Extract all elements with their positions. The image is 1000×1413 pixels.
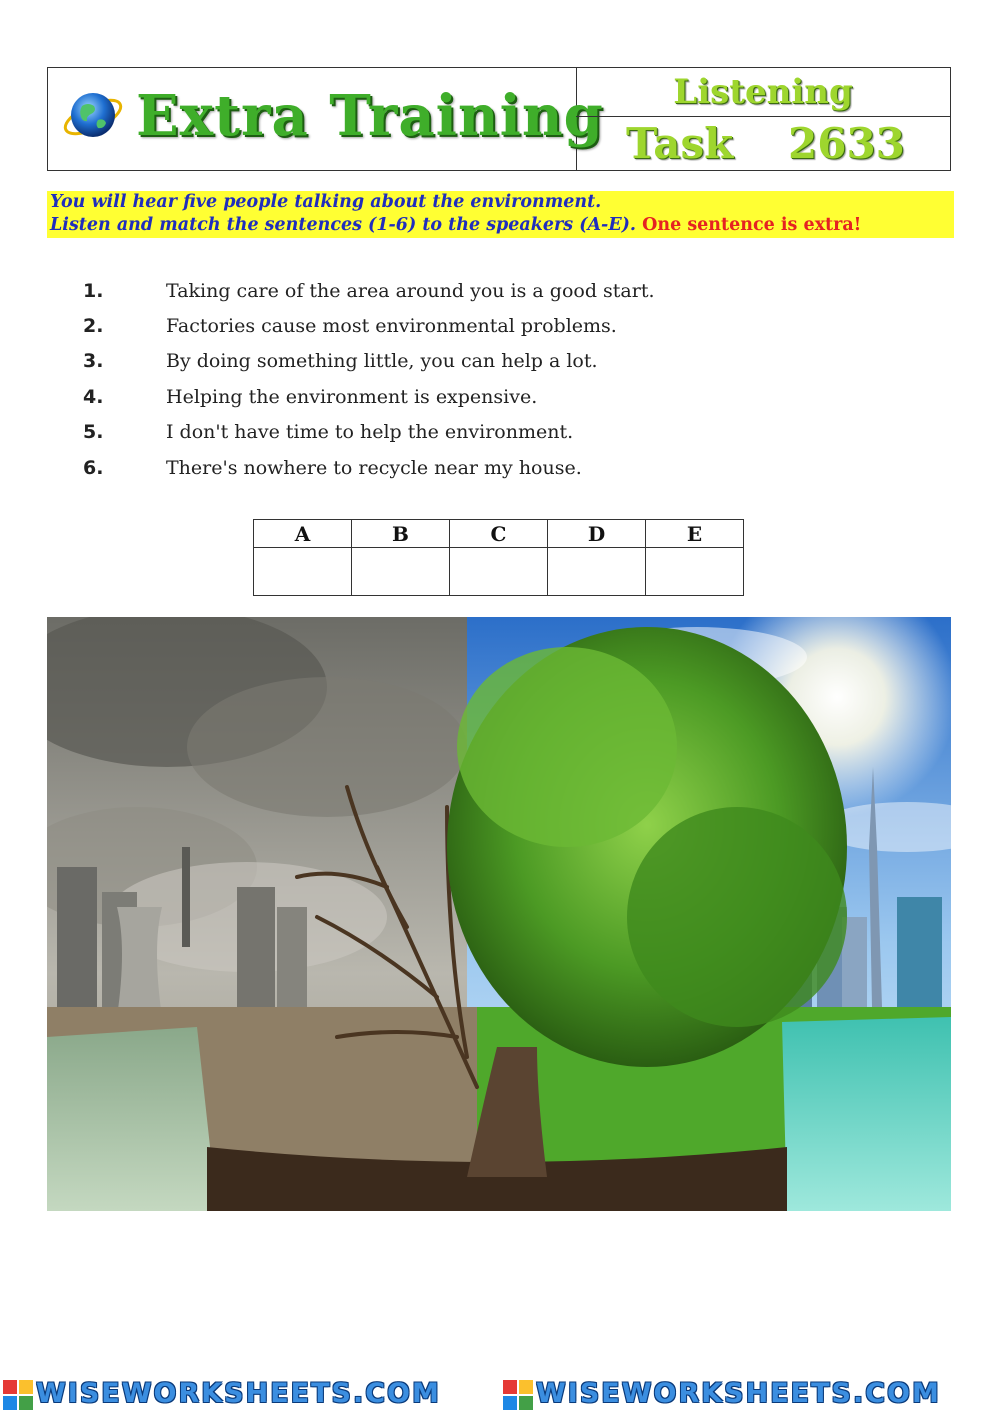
answer-cell-c[interactable] (450, 548, 548, 596)
wiseworksheets-logo-icon (3, 1380, 33, 1410)
task-number: 2633 (788, 119, 905, 168)
watermark-left (3, 1375, 500, 1413)
sentence-number: 5. (83, 421, 104, 443)
answer-cell-b[interactable] (352, 548, 450, 596)
speaker-header: E (646, 520, 744, 548)
instructions-banner (47, 191, 954, 238)
answer-table-input-row (254, 548, 744, 596)
answer-cell-a[interactable] (254, 548, 352, 596)
sentence-text: Taking care of the area around you is a good start. (166, 280, 655, 302)
wiseworksheets-logo-icon (503, 1380, 533, 1410)
speaker-header: D (548, 520, 646, 548)
task-label: Task (626, 119, 734, 168)
sentence-number: 2. (83, 315, 104, 337)
sentence-item (0, 276, 1000, 306)
environment-illustration (47, 617, 951, 1211)
instructions-line-1: You will hear five people talking about the environment. (50, 192, 602, 212)
sentence-item (0, 346, 1000, 376)
globe-icon (62, 84, 124, 146)
header-box (47, 67, 951, 171)
sentence-item (0, 382, 1000, 412)
instructions-line-2-prefix: Listen and match the sentences (1-6) to the speakers (A-E). (50, 215, 637, 235)
sentence-text: Helping the environment is expensive. (166, 386, 538, 408)
speaker-header: B (352, 520, 450, 548)
answer-cell-d[interactable] (548, 548, 646, 596)
sentence-item (0, 453, 1000, 483)
watermark-right (503, 1375, 1000, 1413)
sentence-text: By doing something little, you can help a lot. (166, 350, 598, 372)
sentence-number: 3. (83, 350, 104, 372)
answer-table (253, 519, 744, 596)
sentence-number: 1. (83, 280, 104, 302)
instructions-line-2 (50, 214, 954, 237)
sentence-text: Factories cause most environmental problems. (166, 315, 617, 337)
brand-cell (48, 68, 604, 170)
brand-title: Extra Training (136, 83, 604, 149)
speaker-header: A (254, 520, 352, 548)
task-cell (576, 117, 950, 170)
sentence-text: There's nowhere to recycle near my house. (166, 457, 582, 479)
speaker-header: C (450, 520, 548, 548)
sentence-text: I don't have time to help the environment. (166, 421, 574, 443)
answer-cell-e[interactable] (646, 548, 744, 596)
sentence-number: 4. (83, 386, 104, 408)
sentence-item (0, 311, 1000, 341)
extra-sentence-warning: One sentence is extra! (642, 215, 862, 235)
environment-illustration-svg (47, 617, 951, 1211)
watermark-text: WISEWORKSHEETS.COM (536, 1378, 941, 1409)
section-title: Listening (673, 72, 853, 112)
section-cell (576, 68, 950, 117)
sentence-number: 6. (83, 457, 104, 479)
answer-table-header-row (254, 520, 744, 548)
watermark-text: WISEWORKSHEETS.COM (36, 1378, 441, 1409)
sentence-item (0, 417, 1000, 447)
footer-watermark (0, 1375, 1000, 1413)
